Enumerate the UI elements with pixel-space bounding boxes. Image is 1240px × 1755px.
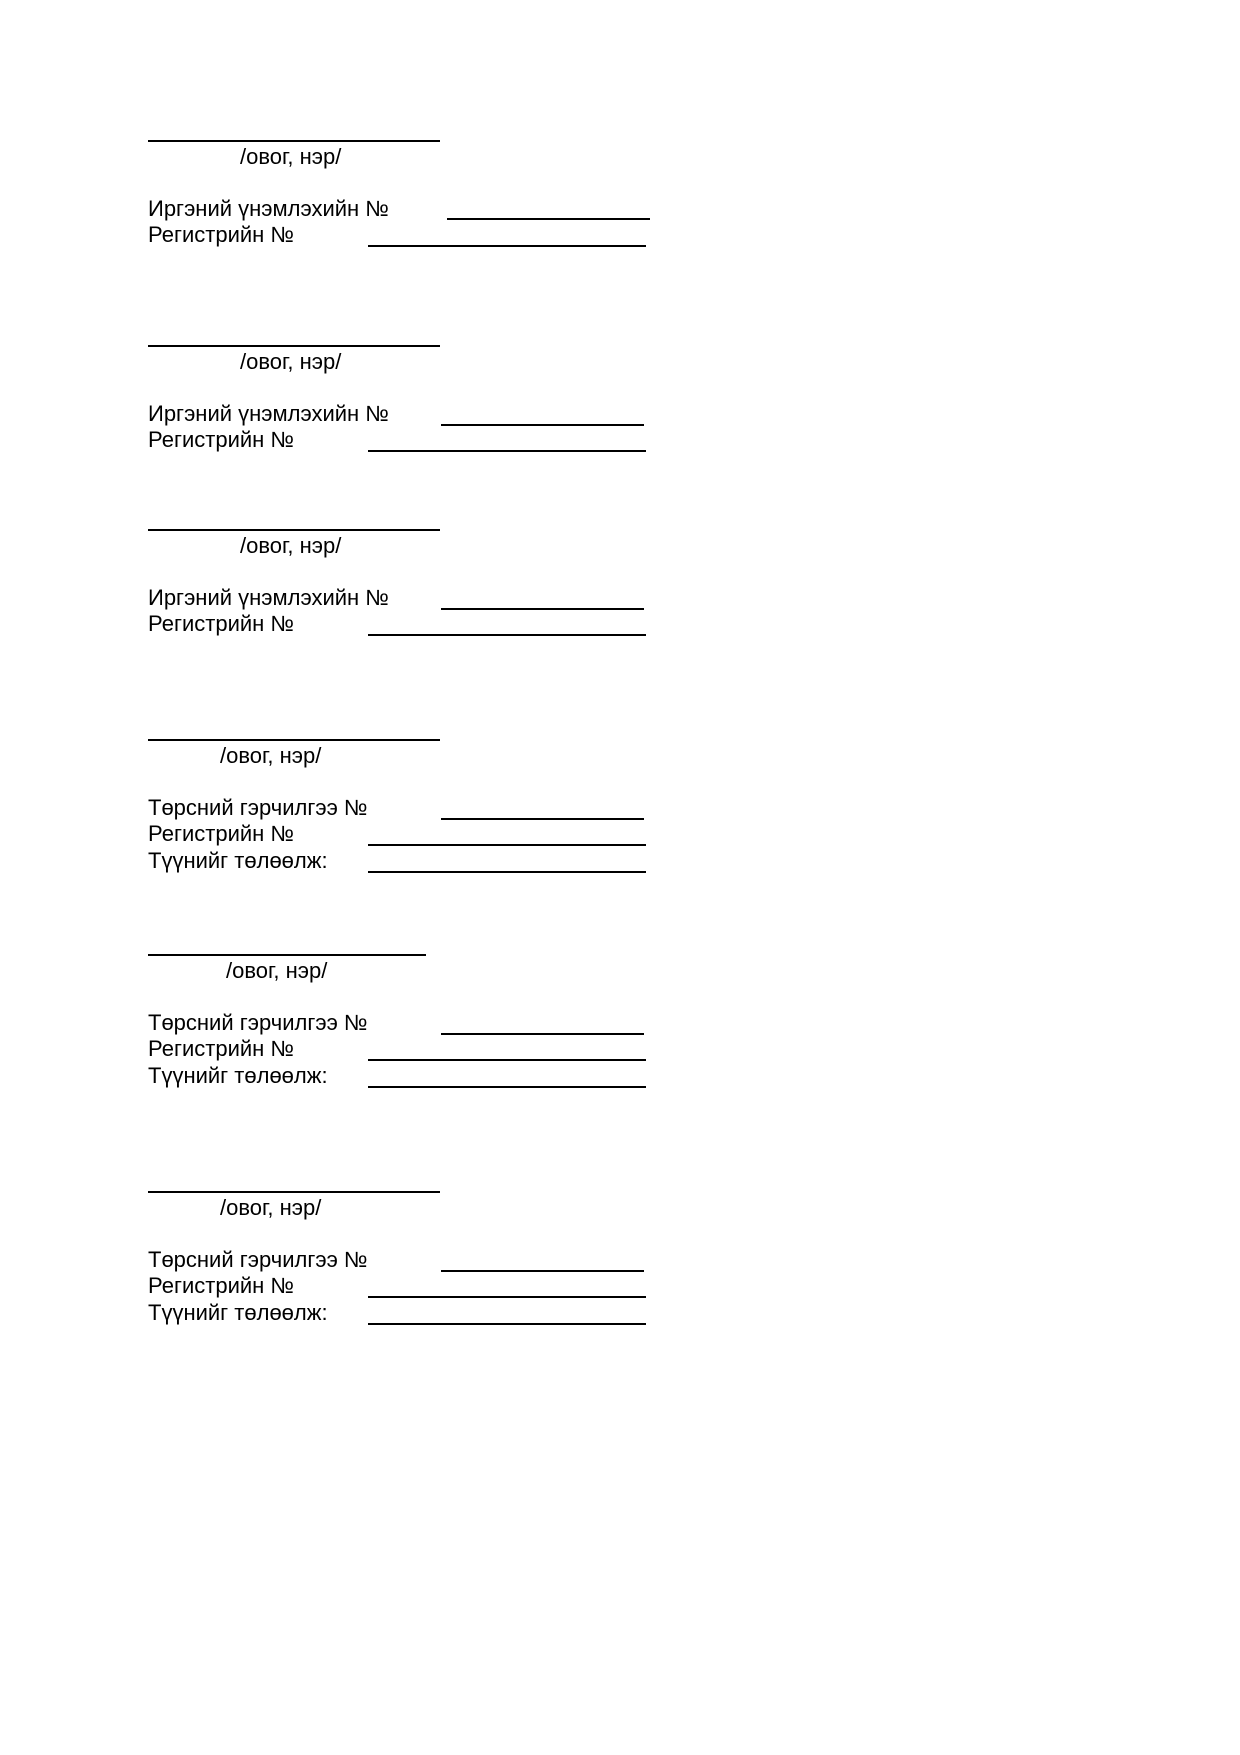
representative-line bbox=[368, 871, 646, 873]
field-label: Регистрийн № bbox=[148, 1273, 295, 1298]
register-number-line bbox=[368, 1059, 646, 1061]
signature-line bbox=[148, 954, 426, 956]
field-label: Түүнийг төлөөлж: bbox=[148, 848, 328, 873]
signature-line bbox=[148, 1191, 440, 1193]
register-number-line bbox=[368, 844, 646, 846]
id-card-number-line bbox=[441, 424, 644, 426]
name-caption: /овог, нэр/ bbox=[240, 144, 342, 169]
id-card-number-line bbox=[447, 218, 650, 220]
signature-line bbox=[148, 140, 440, 142]
field-label: Төрсний гэрчилгээ № bbox=[148, 795, 368, 820]
field-label: Иргэний үнэмлэхийн № bbox=[148, 401, 389, 426]
representative-line bbox=[368, 1086, 646, 1088]
name-caption: /овог, нэр/ bbox=[220, 743, 322, 768]
field-label: Иргэний үнэмлэхийн № bbox=[148, 585, 389, 610]
id-card-number-line bbox=[441, 608, 644, 610]
name-caption: /овог, нэр/ bbox=[240, 533, 342, 558]
field-label: Түүнийг төлөөлж: bbox=[148, 1300, 328, 1325]
signature-line bbox=[148, 529, 440, 531]
register-number-line bbox=[368, 245, 646, 247]
field-label: Төрсний гэрчилгээ № bbox=[148, 1010, 368, 1035]
register-number-line bbox=[368, 1296, 646, 1298]
field-label: Төрсний гэрчилгээ № bbox=[148, 1247, 368, 1272]
birth-certificate-number-line bbox=[441, 1033, 644, 1035]
signature-line bbox=[148, 345, 440, 347]
register-number-line bbox=[368, 634, 646, 636]
birth-certificate-number-line bbox=[441, 1270, 644, 1272]
name-caption: /овог, нэр/ bbox=[226, 958, 328, 983]
field-label: Регистрийн № bbox=[148, 821, 295, 846]
field-label: Регистрийн № bbox=[148, 427, 295, 452]
field-label: Түүнийг төлөөлж: bbox=[148, 1063, 328, 1088]
name-caption: /овог, нэр/ bbox=[220, 1195, 322, 1220]
representative-line bbox=[368, 1323, 646, 1325]
field-label: Регистрийн № bbox=[148, 1036, 295, 1061]
field-label: Иргэний үнэмлэхийн № bbox=[148, 196, 389, 221]
register-number-line bbox=[368, 450, 646, 452]
name-caption: /овог, нэр/ bbox=[240, 349, 342, 374]
field-label: Регистрийн № bbox=[148, 611, 295, 636]
field-label: Регистрийн № bbox=[148, 222, 295, 247]
birth-certificate-number-line bbox=[441, 818, 644, 820]
signature-line bbox=[148, 739, 440, 741]
